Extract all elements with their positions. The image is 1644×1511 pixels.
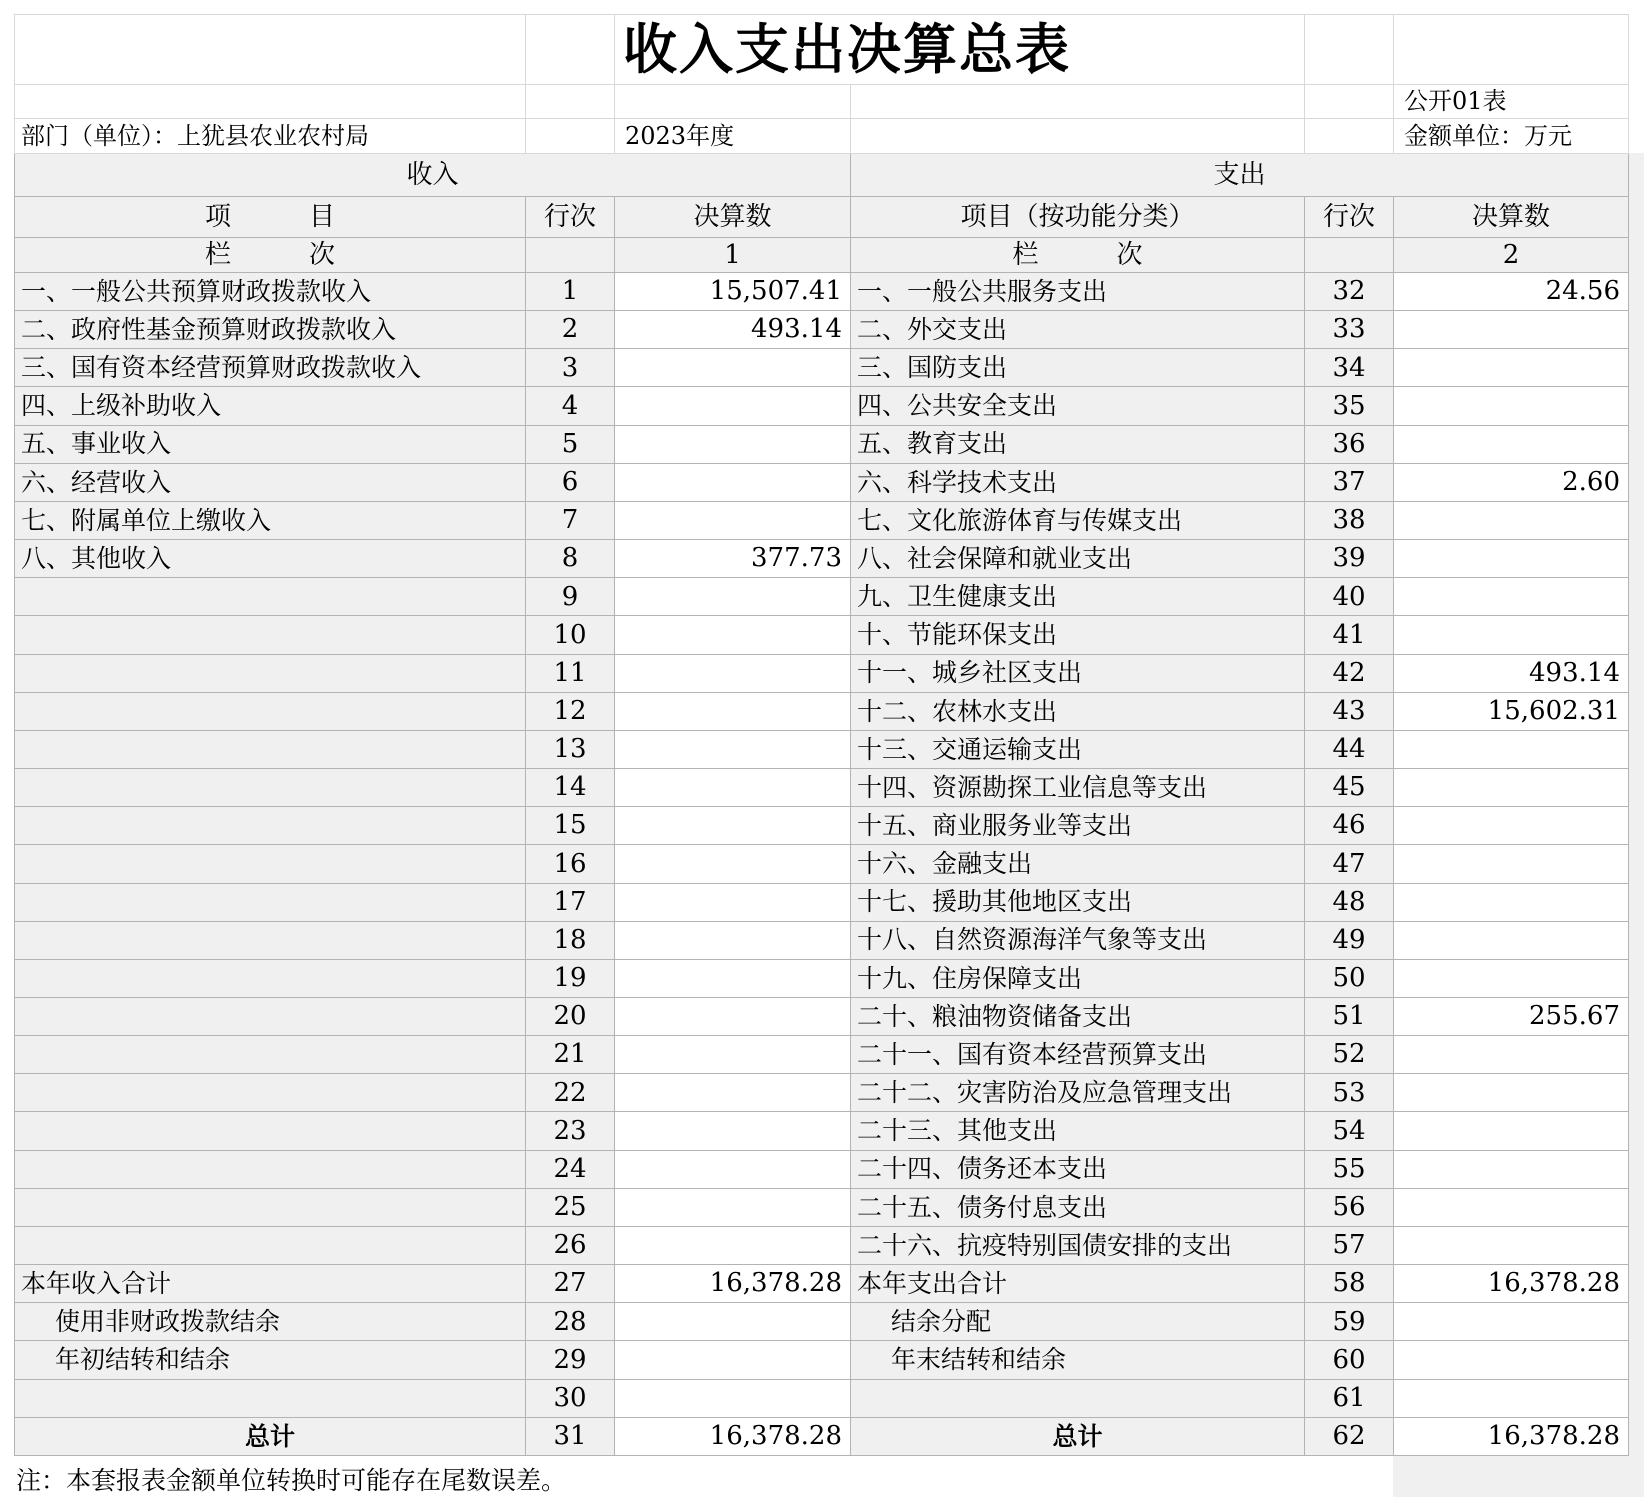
expense-value-cell: 493.14 (1394, 654, 1629, 692)
expense-value-cell (1394, 616, 1629, 654)
expense-line-cell: 59 (1305, 1303, 1394, 1341)
meta-empty-cell (851, 119, 1305, 154)
expense-value-cell (1394, 1226, 1629, 1264)
income-line-cell: 3 (526, 349, 615, 387)
income-item-cell (15, 921, 526, 959)
income-item-cell: 年初结转和结余 (15, 1341, 526, 1379)
meta-empty-cell (526, 119, 615, 154)
income-item-cell: 三、国有资本经营预算财政拨款收入 (15, 349, 526, 387)
expense-line-cell: 38 (1305, 501, 1394, 539)
income-item-cell (15, 1112, 526, 1150)
table-row (15, 921, 1629, 959)
expense-value-cell (1394, 1341, 1629, 1379)
expense-line-cell: 58 (1305, 1265, 1394, 1303)
table-row (15, 807, 1629, 845)
expense-item-cell: 六、科学技术支出 (851, 463, 1305, 501)
expense-line-cell: 33 (1305, 311, 1394, 349)
department-label: 部门（单位）：上犹县农业农村局 (15, 119, 526, 154)
expense-item-cell: 本年支出合计 (851, 1265, 1305, 1303)
table-row (15, 1379, 1629, 1417)
expense-item-cell: 十四、资源勘探工业信息等支出 (851, 769, 1305, 807)
expense-value-cell (1394, 1303, 1629, 1341)
meta-empty-cell (526, 85, 615, 119)
expense-item-cell: 十八、自然资源海洋气象等支出 (851, 921, 1305, 959)
income-value-cell: 16,378.28 (615, 1417, 851, 1455)
expense-value-cell (1394, 1150, 1629, 1188)
expense-line-cell: 44 (1305, 730, 1394, 768)
expense-line-cell: 62 (1305, 1417, 1394, 1455)
expense-line-cell: 48 (1305, 883, 1394, 921)
income-line-cell: 6 (526, 463, 615, 501)
expense-value-cell (1394, 921, 1629, 959)
table-code-label: 公开01表 (1394, 85, 1629, 119)
expense-value-cell (1394, 1188, 1629, 1226)
expense-item-cell: 五、教育支出 (851, 425, 1305, 463)
income-line-cell: 31 (526, 1417, 615, 1455)
meta-empty-cell (615, 85, 851, 119)
income-value-cell (615, 845, 851, 883)
income-value-cell (615, 1074, 851, 1112)
sheet-right-gray-strip (1628, 153, 1644, 1497)
income-value-cell (615, 769, 851, 807)
income-value-cell (615, 1226, 851, 1264)
income-line-cell: 4 (526, 387, 615, 425)
income-item-cell: 五、事业收入 (15, 425, 526, 463)
expense-value-cell (1394, 501, 1629, 539)
income-item-cell (15, 769, 526, 807)
income-item-cell: 本年收入合计 (15, 1265, 526, 1303)
expense-value-cell (1394, 1074, 1629, 1112)
income-line-cell: 23 (526, 1112, 615, 1150)
expense-item-cell (851, 1379, 1305, 1417)
expense-line-no-header: 行次 (1305, 197, 1394, 238)
income-item-cell (15, 692, 526, 730)
table-row (15, 1265, 1629, 1303)
income-line-cell: 14 (526, 769, 615, 807)
title-row-empty-cell (15, 15, 526, 85)
table-row (15, 730, 1629, 768)
income-value-cell (615, 501, 851, 539)
income-line-cell: 22 (526, 1074, 615, 1112)
expense-section-title: 支出 (851, 154, 1629, 197)
meta-empty-cell (851, 85, 1305, 119)
income-item-cell (15, 616, 526, 654)
income-value-cell: 377.73 (615, 540, 851, 578)
table-row (15, 578, 1629, 616)
income-line-cell: 27 (526, 1265, 615, 1303)
column-number-row (15, 238, 1629, 273)
table-row (15, 540, 1629, 578)
income-value-cell (615, 1379, 851, 1417)
income-item-cell (15, 807, 526, 845)
expense-line-cell: 46 (1305, 807, 1394, 845)
income-value-cell (615, 1036, 851, 1074)
meta-empty-cell (15, 85, 526, 119)
income-line-cell: 29 (526, 1341, 615, 1379)
expense-item-cell: 十二、农林水支出 (851, 692, 1305, 730)
expense-value-cell (1394, 387, 1629, 425)
expense-item-cell: 二、外交支出 (851, 311, 1305, 349)
income-column-number: 1 (615, 238, 851, 273)
income-line-cell: 19 (526, 959, 615, 997)
expense-value-cell (1394, 578, 1629, 616)
expense-item-cell: 十五、商业服务业等支出 (851, 807, 1305, 845)
expense-item-cell: 二十二、灾害防治及应急管理支出 (851, 1074, 1305, 1112)
expense-line-cell: 40 (1305, 578, 1394, 616)
income-value-cell: 16,378.28 (615, 1265, 851, 1303)
expense-value-cell (1394, 425, 1629, 463)
income-item-cell (15, 1074, 526, 1112)
expense-item-cell: 年末结转和结余 (851, 1341, 1305, 1379)
income-line-cell: 12 (526, 692, 615, 730)
title-row (15, 15, 1629, 85)
expense-line-cell: 60 (1305, 1341, 1394, 1379)
expense-item-cell: 总计 (851, 1417, 1305, 1455)
table-row (15, 845, 1629, 883)
income-line-no-header: 行次 (526, 197, 615, 238)
expense-item-cell: 十六、金融支出 (851, 845, 1305, 883)
income-item-cell: 总计 (15, 1417, 526, 1455)
income-line-cell: 17 (526, 883, 615, 921)
income-line-cell: 2 (526, 311, 615, 349)
income-value-cell (615, 997, 851, 1035)
income-line-cell: 24 (526, 1150, 615, 1188)
expense-value-cell (1394, 959, 1629, 997)
expense-value-cell (1394, 540, 1629, 578)
footnote: 注：本套报表金额单位转换时可能存在尾数误差。 (16, 1466, 567, 1495)
income-section-title: 收入 (15, 154, 851, 197)
income-item-cell: 一、一般公共预算财政拨款收入 (15, 273, 526, 311)
income-item-cell (15, 883, 526, 921)
income-line-cell: 10 (526, 616, 615, 654)
table-row (15, 1303, 1629, 1341)
income-line-cell: 15 (526, 807, 615, 845)
income-value-cell (615, 1303, 851, 1341)
income-line-cell: 30 (526, 1379, 615, 1417)
income-line-cell: 13 (526, 730, 615, 768)
expense-item-cell: 结余分配 (851, 1303, 1305, 1341)
income-item-cell (15, 654, 526, 692)
income-line-cell: 7 (526, 501, 615, 539)
title-row-empty-cell (1305, 15, 1394, 85)
table-row (15, 311, 1629, 349)
expense-value-cell (1394, 1379, 1629, 1417)
expense-line-cell: 39 (1305, 540, 1394, 578)
expense-value-cell (1394, 1036, 1629, 1074)
expense-value-cell (1394, 769, 1629, 807)
final-accounts-table-sheet (14, 14, 1629, 1456)
income-item-cell (15, 959, 526, 997)
expense-line-cell: 49 (1305, 921, 1394, 959)
expense-item-cell: 二十、粮油物资储备支出 (851, 997, 1305, 1035)
table-row (15, 1036, 1629, 1074)
expense-amount-header: 决算数 (1394, 197, 1629, 238)
income-item-cell (15, 845, 526, 883)
income-value-cell (615, 463, 851, 501)
income-item-cell (15, 997, 526, 1035)
table-row (15, 959, 1629, 997)
expense-line-cell: 42 (1305, 654, 1394, 692)
table-row (15, 1226, 1629, 1264)
table-row (15, 769, 1629, 807)
expense-item-cell: 四、公共安全支出 (851, 387, 1305, 425)
expense-item-cell: 十三、交通运输支出 (851, 730, 1305, 768)
expense-line-cell: 61 (1305, 1379, 1394, 1417)
expense-line-cell: 56 (1305, 1188, 1394, 1226)
page-title: 收入支出决算总表 (615, 15, 1305, 85)
income-value-cell (615, 692, 851, 730)
income-value-cell (615, 578, 851, 616)
expense-line-cell: 53 (1305, 1074, 1394, 1112)
expense-item-cell: 十七、援助其他地区支出 (851, 883, 1305, 921)
table-row (15, 463, 1629, 501)
expense-line-cell: 45 (1305, 769, 1394, 807)
income-value-cell (615, 1188, 851, 1226)
income-amount-header: 决算数 (615, 197, 851, 238)
income-item-cell: 八、其他收入 (15, 540, 526, 578)
sheet-bottom-right-gray-cell (1393, 1455, 1628, 1497)
table-row (15, 1150, 1629, 1188)
expense-item-cell: 二十五、债务付息支出 (851, 1188, 1305, 1226)
income-value-cell (615, 921, 851, 959)
empty-cell (1305, 238, 1394, 273)
income-value-cell (615, 425, 851, 463)
expense-value-cell: 16,378.28 (1394, 1417, 1629, 1455)
table-row (15, 692, 1629, 730)
empty-cell (526, 238, 615, 273)
income-value-cell (615, 387, 851, 425)
data-rows (15, 273, 1629, 1456)
expense-value-cell: 16,378.28 (1394, 1265, 1629, 1303)
expense-value-cell (1394, 807, 1629, 845)
income-line-cell: 25 (526, 1188, 615, 1226)
title-row-empty-cell (526, 15, 615, 85)
income-item-cell (15, 1036, 526, 1074)
income-item-cell: 四、上级补助收入 (15, 387, 526, 425)
meta-empty-cell (1305, 119, 1394, 154)
income-line-cell: 26 (526, 1226, 615, 1264)
expense-line-cell: 34 (1305, 349, 1394, 387)
income-item-header: 项 目 (15, 197, 526, 238)
expense-item-header: 项目（按功能分类） (851, 197, 1305, 238)
expense-line-cell: 36 (1305, 425, 1394, 463)
expense-line-cell: 54 (1305, 1112, 1394, 1150)
expense-line-cell: 50 (1305, 959, 1394, 997)
expense-line-cell: 57 (1305, 1226, 1394, 1264)
expense-item-cell: 二十六、抗疫特别国债安排的支出 (851, 1226, 1305, 1264)
income-value-cell (615, 730, 851, 768)
income-line-cell: 5 (526, 425, 615, 463)
department-row (15, 119, 1629, 154)
income-line-cell: 9 (526, 578, 615, 616)
income-line-cell: 20 (526, 997, 615, 1035)
table-row (15, 387, 1629, 425)
expense-line-cell: 43 (1305, 692, 1394, 730)
expense-line-cell: 37 (1305, 463, 1394, 501)
expense-item-cell: 十、节能环保支出 (851, 616, 1305, 654)
income-line-cell: 18 (526, 921, 615, 959)
income-line-cell: 11 (526, 654, 615, 692)
expense-item-cell: 一、一般公共服务支出 (851, 273, 1305, 311)
table-row (15, 883, 1629, 921)
income-value-cell (615, 883, 851, 921)
table-row (15, 1074, 1629, 1112)
income-line-cell: 16 (526, 845, 615, 883)
expense-item-cell: 二十一、国有资本经营预算支出 (851, 1036, 1305, 1074)
table-row (15, 501, 1629, 539)
income-value-cell (615, 1341, 851, 1379)
expense-value-cell (1394, 730, 1629, 768)
expense-item-cell: 九、卫生健康支出 (851, 578, 1305, 616)
table-row (15, 349, 1629, 387)
income-line-cell: 28 (526, 1303, 615, 1341)
income-item-cell: 二、政府性基金预算财政拨款收入 (15, 311, 526, 349)
table-row (15, 1112, 1629, 1150)
expense-line-cell: 55 (1305, 1150, 1394, 1188)
expense-item-cell: 十一、城乡社区支出 (851, 654, 1305, 692)
table-row (15, 1341, 1629, 1379)
income-line-cell: 1 (526, 273, 615, 311)
title-row-empty-cell (1394, 15, 1629, 85)
expense-value-cell: 2.60 (1394, 463, 1629, 501)
expense-line-cell: 52 (1305, 1036, 1394, 1074)
expense-value-cell (1394, 845, 1629, 883)
amount-unit-label: 金额单位：万元 (1394, 119, 1629, 154)
expense-value-cell: 24.56 (1394, 273, 1629, 311)
income-value-cell (615, 616, 851, 654)
section-band-row (15, 154, 1629, 197)
income-value-cell (615, 1112, 851, 1150)
income-item-cell (15, 578, 526, 616)
income-value-cell (615, 807, 851, 845)
fiscal-year-label: 2023年度 (615, 119, 851, 154)
income-item-cell: 使用非财政拨款结余 (15, 1303, 526, 1341)
income-value-cell: 493.14 (615, 311, 851, 349)
income-item-cell (15, 1379, 526, 1417)
final-accounts-table (14, 14, 1629, 1456)
expense-value-cell (1394, 311, 1629, 349)
expense-value-cell (1394, 883, 1629, 921)
income-value-cell (615, 654, 851, 692)
expense-value-cell (1394, 1112, 1629, 1150)
table-row (15, 1417, 1629, 1455)
table-row (15, 997, 1629, 1035)
expense-item-cell: 二十四、债务还本支出 (851, 1150, 1305, 1188)
income-item-cell (15, 1188, 526, 1226)
expense-item-cell: 七、文化旅游体育与传媒支出 (851, 501, 1305, 539)
income-lanci-label: 栏 次 (15, 238, 526, 273)
expense-line-cell: 32 (1305, 273, 1394, 311)
expense-value-cell (1394, 349, 1629, 387)
income-item-cell (15, 1150, 526, 1188)
table-row (15, 616, 1629, 654)
meta-empty-cell (1305, 85, 1394, 119)
expense-item-cell: 三、国防支出 (851, 349, 1305, 387)
table-row (15, 425, 1629, 463)
income-item-cell (15, 730, 526, 768)
expense-item-cell: 十九、住房保障支出 (851, 959, 1305, 997)
expense-column-number: 2 (1394, 238, 1629, 273)
expense-line-cell: 47 (1305, 845, 1394, 883)
expense-lanci-label: 栏 次 (851, 238, 1305, 273)
expense-line-cell: 41 (1305, 616, 1394, 654)
income-value-cell: 15,507.41 (615, 273, 851, 311)
column-header-row (15, 197, 1629, 238)
expense-item-cell: 二十三、其他支出 (851, 1112, 1305, 1150)
income-line-cell: 21 (526, 1036, 615, 1074)
expense-item-cell: 八、社会保障和就业支出 (851, 540, 1305, 578)
table-code-row (15, 85, 1629, 119)
expense-line-cell: 51 (1305, 997, 1394, 1035)
income-value-cell (615, 1150, 851, 1188)
expense-value-cell: 15,602.31 (1394, 692, 1629, 730)
expense-value-cell: 255.67 (1394, 997, 1629, 1035)
income-value-cell (615, 959, 851, 997)
income-value-cell (615, 349, 851, 387)
income-item-cell: 七、附属单位上缴收入 (15, 501, 526, 539)
income-item-cell (15, 1226, 526, 1264)
expense-line-cell: 35 (1305, 387, 1394, 425)
table-row (15, 654, 1629, 692)
income-item-cell: 六、经营收入 (15, 463, 526, 501)
income-line-cell: 8 (526, 540, 615, 578)
table-row (15, 273, 1629, 311)
table-row (15, 1188, 1629, 1226)
